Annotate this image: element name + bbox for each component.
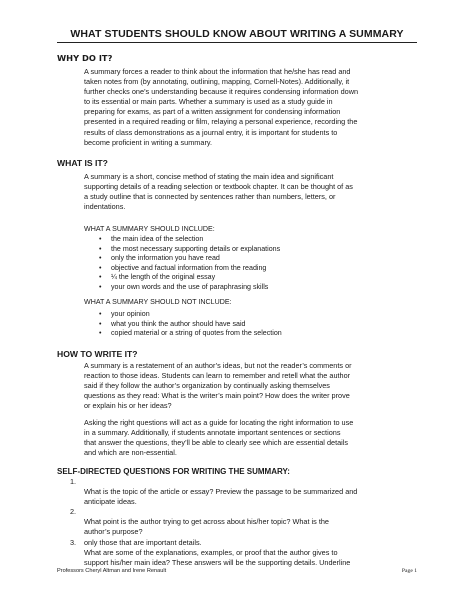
list-item: • your opinion	[99, 310, 282, 320]
list-item: • the main idea of the selection	[99, 235, 280, 245]
include-list	[99, 235, 280, 293]
why-heading: WHY DO IT?	[57, 53, 113, 63]
list-item: • the most necessary supporting details or explanations	[99, 245, 280, 255]
document-title: WHAT STUDENTS SHOULD KNOW ABOUT WRITING A SUMMARY	[70, 28, 404, 40]
list-item: • copied material or a string of quotes from the selection	[99, 329, 282, 339]
question-item	[57, 507, 417, 537]
what-paragraph: A summary is a short, concise method of stating the main idea and significant supporting details of a reading selection or textbook chapter. It can be thought of as a study outline that is connected by sentences rather than numbers, letters, or indentations.	[84, 172, 353, 212]
list-item: • only the information you have read	[99, 254, 280, 264]
questions-tail: only those that are important details.	[84, 538, 202, 547]
footer-page-number: Page 1	[401, 568, 417, 574]
question-number: 3.	[70, 537, 77, 547]
list-item: • objective and factual information from the reading	[99, 264, 280, 274]
list-item: • what you think the author should have said	[99, 320, 282, 330]
footer-author: Professors Cheryl Altman and Irene Renault	[57, 568, 167, 574]
questions-heading: SELF-DIRECTED QUESTIONS FOR WRITING THE SUMMARY:	[57, 467, 290, 476]
question-number: 1.	[70, 477, 77, 486]
what-heading: WHAT IS IT?	[57, 158, 108, 168]
exclude-heading: WHAT A SUMMARY SHOULD NOT INCLUDE:	[84, 298, 232, 306]
how-heading: HOW TO WRITE IT?	[57, 349, 138, 359]
exclude-list	[99, 310, 282, 339]
why-paragraph: A summary forces a reader to think about the information that he/she has read and taken notes from (by annotating, outlining, mapping, Cornell-Notes). Additionally, it further checks one’s understanding because it requires condensing information down to its essential or main parts. Whether a summary is used as a study guide in preparing for exams, as part of a written assignment for condensing information presented in a required reading or film, relaying a personal experience, recording the results of class demonstrations as a journal entry, it is important for students to become proficient in writing a summary.	[84, 67, 359, 147]
question-number: 2.	[70, 507, 77, 517]
question-text: What is the topic of the article or essay? Preview the passage to be summarized and anticipate ideas.	[84, 487, 358, 507]
include-heading: WHAT A SUMMARY SHOULD INCLUDE:	[84, 225, 215, 233]
question-text: What are some of the explanations, examples, or proof that the author gives to support his/her main idea? These answers will be the supporting details. Underline	[84, 547, 351, 567]
how-paragraph-1: A summary is a restatement of an author’s ideas, but not the reader’s comments or reaction to those ideas. Students can learn to remember and retell what the author said if they follow the author’s organization by continually asking themselves questions as they read: What is the writer’s main point? How does the writer prove or explain his or her ideas?	[84, 361, 352, 411]
question-text: What point is the author trying to get across about his/her topic? What is the author’s purpose?	[84, 517, 329, 537]
title-underline	[57, 42, 417, 43]
questions-list	[57, 477, 417, 568]
list-item: • ¼ the length of the original essay	[99, 273, 280, 283]
list-item: • your own words and the use of paraphrasing skills	[99, 283, 280, 293]
question-item	[57, 477, 417, 507]
how-paragraph-2: Asking the right questions will act as a guide for locating the right information to use in a summary. Additionally, if students annotate important sentences or sections that answer the questions, they’ll be able to clearly see which are essential details and which are non-essential.	[84, 418, 354, 458]
